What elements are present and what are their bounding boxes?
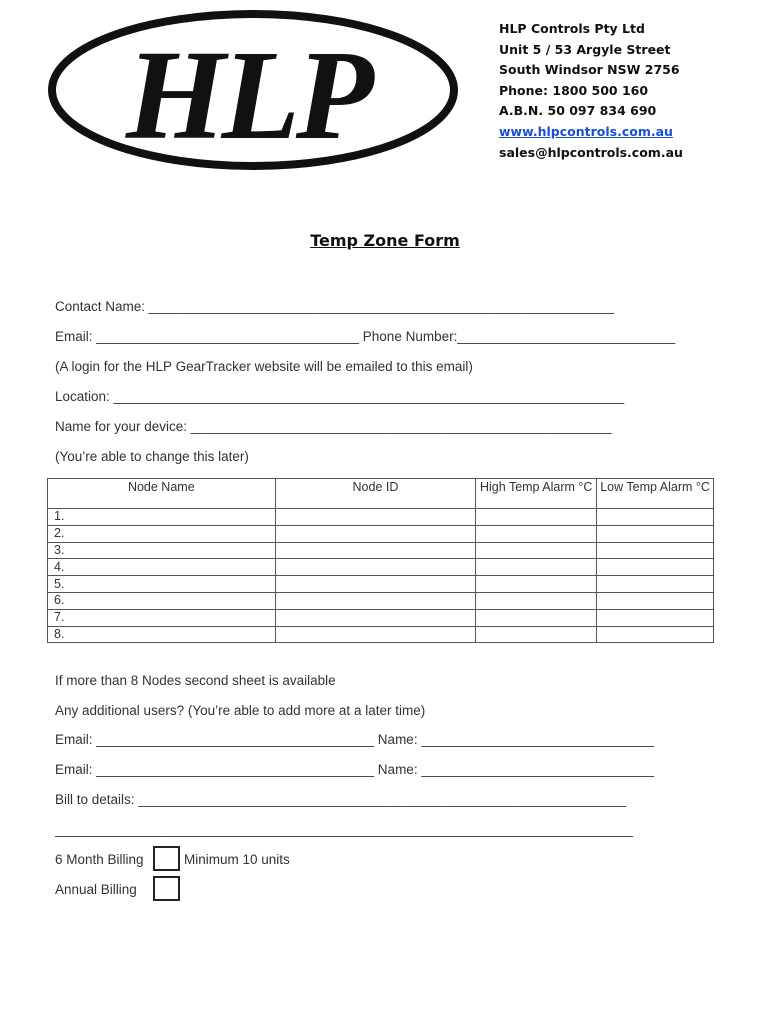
table-row bbox=[48, 525, 714, 542]
annual-billing-checkbox[interactable] bbox=[153, 876, 180, 901]
form-title: Temp Zone Form bbox=[310, 231, 460, 250]
low-temp-cell[interactable] bbox=[597, 509, 714, 526]
minimum-units-label: Minimum 10 units bbox=[184, 852, 290, 867]
table-row bbox=[48, 559, 714, 576]
additional-users-prompt: Any additional users? (You’re able to add more at a later time) bbox=[55, 703, 426, 718]
table-row bbox=[48, 609, 714, 626]
node-id-cell[interactable] bbox=[275, 525, 476, 542]
additional-user-1-field[interactable]: Email: _____________________________________ Name: _______________________________ bbox=[55, 732, 655, 747]
high-temp-cell[interactable] bbox=[476, 576, 597, 593]
row-number: 2. bbox=[48, 525, 276, 542]
six-month-billing-label: 6 Month Billing bbox=[55, 852, 144, 867]
low-temp-cell[interactable] bbox=[597, 542, 714, 559]
company-abn: A.B.N. 50 097 834 690 bbox=[499, 103, 657, 119]
node-id-cell[interactable] bbox=[275, 626, 476, 643]
location-field[interactable]: Location: ____________________________________________________________________ bbox=[55, 389, 625, 404]
row-number: 1. bbox=[48, 509, 276, 526]
high-temp-cell[interactable] bbox=[476, 592, 597, 609]
low-temp-cell[interactable] bbox=[597, 576, 714, 593]
hlp-logo bbox=[48, 10, 458, 170]
low-temp-cell[interactable] bbox=[597, 609, 714, 626]
bill-to-field[interactable]: Bill to details: _________________________________________________________________ bbox=[55, 792, 627, 807]
node-id-cell[interactable] bbox=[275, 559, 476, 576]
company-address-line2: South Windsor NSW 2756 bbox=[499, 62, 680, 78]
company-address-line1: Unit 5 / 53 Argyle Street bbox=[499, 41, 671, 57]
row-number: 6. bbox=[48, 592, 276, 609]
device-name-field[interactable]: Name for your device: ________________________________________________________ bbox=[55, 419, 612, 434]
row-number: 3. bbox=[48, 542, 276, 559]
table-row bbox=[48, 626, 714, 643]
node-id-cell[interactable] bbox=[275, 576, 476, 593]
company-name: HLP Controls Pty Ltd bbox=[499, 21, 645, 36]
node-id-cell[interactable] bbox=[275, 509, 476, 526]
company-phone: Phone: 1800 500 160 bbox=[499, 82, 649, 98]
header-low-temp-alarm: Low Temp Alarm °C bbox=[597, 479, 714, 509]
more-nodes-note: If more than 8 Nodes second sheet is available bbox=[55, 673, 336, 688]
node-id-cell[interactable] bbox=[275, 609, 476, 626]
node-table bbox=[47, 478, 714, 643]
row-number: 7. bbox=[48, 609, 276, 626]
header-node-id: Node ID bbox=[275, 479, 476, 509]
high-temp-cell[interactable] bbox=[476, 559, 597, 576]
additional-user-2-field[interactable]: Email: _____________________________________ Name: _______________________________ bbox=[55, 762, 655, 777]
low-temp-cell[interactable] bbox=[597, 525, 714, 542]
header-high-temp-alarm: High Temp Alarm °C bbox=[476, 479, 597, 509]
high-temp-cell[interactable] bbox=[476, 525, 597, 542]
bill-to-line-2[interactable]: _____________________________________________________________________________ bbox=[55, 822, 634, 837]
header-node-name: Node Name bbox=[48, 479, 276, 509]
annual-billing-label: Annual Billing bbox=[55, 882, 137, 897]
six-month-billing-checkbox[interactable] bbox=[153, 846, 180, 871]
company-details bbox=[499, 19, 683, 163]
row-number: 8. bbox=[48, 626, 276, 643]
high-temp-cell[interactable] bbox=[476, 609, 597, 626]
high-temp-cell[interactable] bbox=[476, 626, 597, 643]
login-note: (A login for the HLP GearTracker website will be emailed to this email) bbox=[55, 359, 473, 374]
high-temp-cell[interactable] bbox=[476, 509, 597, 526]
svg-text:HLP: HLP bbox=[126, 24, 370, 166]
high-temp-cell[interactable] bbox=[476, 542, 597, 559]
row-number: 4. bbox=[48, 559, 276, 576]
table-row bbox=[48, 576, 714, 593]
low-temp-cell[interactable] bbox=[597, 626, 714, 643]
company-website-link[interactable]: www.hlpcontrols.com.au bbox=[499, 123, 673, 139]
company-email: sales@hlpcontrols.com.au bbox=[499, 144, 683, 160]
email-phone-field[interactable]: Email: ___________________________________ Phone Number:_____________________________ bbox=[55, 329, 676, 344]
contact-name-field[interactable]: Contact Name: ______________________________________________________________ bbox=[55, 299, 615, 314]
low-temp-cell[interactable] bbox=[597, 559, 714, 576]
table-row bbox=[48, 542, 714, 559]
table-row bbox=[48, 592, 714, 609]
table-row bbox=[48, 509, 714, 526]
node-id-cell[interactable] bbox=[275, 592, 476, 609]
node-id-cell[interactable] bbox=[275, 542, 476, 559]
change-note: (You’re able to change this later) bbox=[55, 449, 249, 464]
low-temp-cell[interactable] bbox=[597, 592, 714, 609]
row-number: 5. bbox=[48, 576, 276, 593]
table-header-row bbox=[48, 479, 714, 509]
